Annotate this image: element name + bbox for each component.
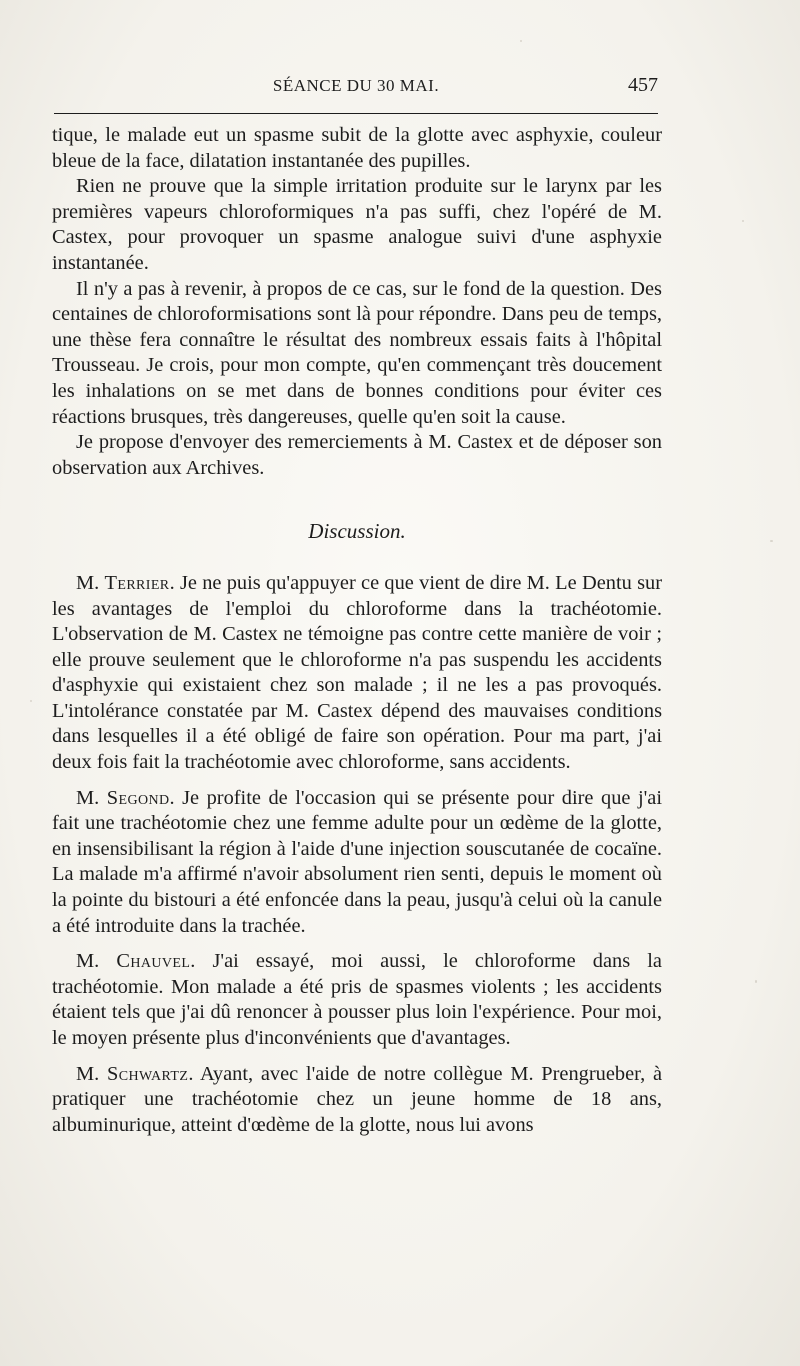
entry-text: . Ayant, avec l'aide de notre collègue M. Prengrueber, à pratiquer une trachéotomie chez un jeune homme de 18 ans, albuminurique, atteint d'œdème de la glotte, nous lui avons — [52, 1062, 663, 1136]
entry-text: . Je ne puis qu'appuyer ce que vient de dire M. Le Dentu sur les avantages de l'emploi du chloroforme dans la trachéotomie. L'observation de M. Castex ne témoigne pas contre cette manière de voir ; elle prouve seulement que le chloroforme n'a pas suspendu les accidents d'asphyxie qui existaient chez son malade ; il ne les a pas provoqués. L'intolérance constatée par M. Castex dépend des mauvaises conditions dans lesquelles il a été obligé de faire son opération. Pour ma part, j'ai deux fois fait la trachéotomie avec chloroforme, sans accidents. — [52, 571, 662, 774]
paragraph: Il n'y a pas à revenir, à propos de ce cas, sur le fond de la question. Des centaines de chloroformisations sont là pour répondre. Dans peu de temps, une thèse fera connaître le résultat des nombreux essais faits à l'hôpital Trousseau. Je crois, pour mon compte, qu'en commençant très doucement les inhalations on se met dans de bonnes conditions pour éviter ces réactions brusques, très dangereuses, quelle qu'en soit la cause. — [52, 277, 662, 428]
running-title: SÉANCE DU 30 MAI. — [272, 76, 440, 95]
paper-speck — [770, 540, 773, 542]
section-heading: Discussion. — [308, 519, 406, 544]
paragraph: Rien ne prouve que la simple irritation produite sur le larynx par les premières vapeurs chloroformiques n'a pas suffi, chez l'opéré de M. Castex, pour provoquer un spasme analogue suivi d'une asphyxie instantanée. — [52, 175, 662, 274]
entry-text: . Je profite de l'occasion qui se présente pour dire que j'ai fait une trachéotomie chez une femme adulte pour un œdème de la glotte, en insensibilisant la région à l'aide d'une injection souscutanée de cocaïne. La malade m'a affirmé n'avoir absolument rien senti, depuis le moment où la pointe du bistouri a été enfoncée dans la peau, jusqu'à celui où la canule a été introduite dans la trachée. — [52, 786, 663, 937]
header-rule — [54, 113, 658, 114]
speaker-name: Terrier — [104, 571, 170, 594]
page-number: 457 — [628, 74, 658, 96]
speaker-prefix: M. — [76, 571, 105, 594]
discussion-entry — [52, 571, 662, 776]
speaker-prefix: M. — [76, 950, 117, 973]
speaker-name: Segond — [106, 786, 170, 809]
speaker-prefix: M. — [76, 1062, 107, 1085]
paper-speck — [520, 40, 522, 42]
discussion-entry — [52, 786, 662, 940]
discussion-entry — [52, 1062, 662, 1139]
entry-text: . J'ai essayé, moi aussi, le chloroforme dans la trachéotomie. Mon malade a été pris de spasmes violents ; les accidents étaient tels que j'ai dû renoncer à pousser plus loin l'expérience. Pour moi, le moyen présente plus d'inconvénients que d'avantages. — [52, 950, 662, 1049]
speaker-name: Chauvel — [116, 950, 191, 973]
speaker-prefix: M. — [76, 786, 107, 809]
paper-speck — [30, 700, 32, 702]
page-body — [52, 123, 662, 1138]
discussion-entry — [52, 949, 662, 1051]
page-header — [54, 74, 658, 104]
speaker-name: Schwartz — [106, 1062, 189, 1085]
paper-speck — [742, 220, 744, 222]
paragraph-continuation: tique, le malade eut un spasme subit de la glotte avec asphyxie, couleur bleue de la face, dilatation instantanée des pupilles. — [52, 124, 662, 172]
paper-speck — [755, 980, 757, 983]
paragraph: Je propose d'envoyer des remerciements à M. Castex et de déposer son observation aux Archives. — [52, 431, 662, 479]
